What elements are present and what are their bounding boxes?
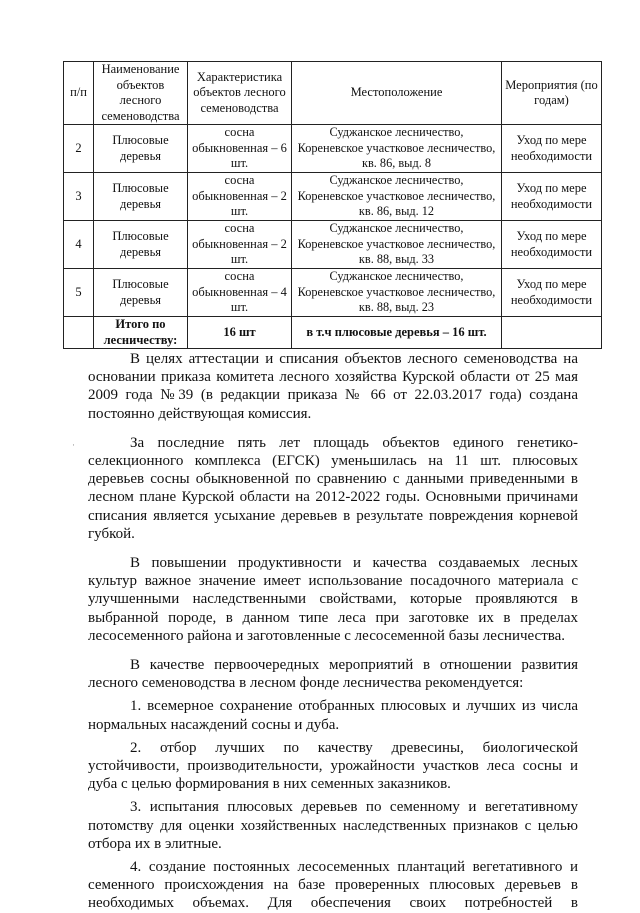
header-spec: Характеристика объектов лесного семеноводства: [188, 62, 292, 125]
location-forestry: Суджанское лесничество,: [329, 173, 464, 188]
row-num: 2: [64, 125, 94, 173]
row-location: [292, 269, 502, 317]
table-total-row: [64, 317, 602, 349]
paragraph: В повышении продуктивности и качества создаваемых лесных культур важное значение имеет использование посадочного материала с улучшенными наследственными свойствами, которые проявляются в выбранной породе, в данном типе леса при заготовке их в пределах лесосеменного района и заготовленные с лесосеменной базы лесничества.: [88, 555, 578, 644]
row-num: 5: [64, 269, 94, 317]
table-row: [64, 221, 602, 269]
paragraph: В целях аттестации и списания объектов лесного семеноводства на основании приказа комитета лесного хозяйства Курской области от 25 мая 2009 года №39 (в редакции приказа № 66 от 22.03.2017 года) создана постоянно действующая комиссия.: [88, 351, 578, 422]
paragraph: За последние пять лет площадь объектов единого генетико-селекционного комплекса (ЕГСК) уменьшилась на 11 шт. плюсовых деревьев сосны обыкновенной по сравнению с данными приведенными в лесном плане Курской области на 2012-2022 годы. Основными причинами списания является усыхание деревьев в результате повреждения корневой губкой.: [88, 434, 578, 542]
row-name: Плюсовые деревья: [94, 221, 188, 269]
table-row: [64, 125, 602, 173]
total-note: в т.ч плюсовые деревья – 16 шт.: [292, 317, 502, 349]
location-quarter: кв. 88, выд. 23: [358, 300, 435, 315]
list-item: 3. испытания плюсовых деревьев по семенному и вегетативному потомству для оценки хозяйственных наследственных признаков с целью отбора их в элитные.: [88, 799, 578, 852]
header-location: Местоположение: [292, 62, 502, 125]
row-location: [292, 173, 502, 221]
location-district: Кореневское участковое лесничество,: [297, 140, 496, 155]
row-spec: сосна обыкновенная – 4 шт.: [188, 269, 292, 317]
table-row: [64, 173, 602, 221]
location-district: Кореневское участковое лесничество,: [297, 188, 496, 203]
row-action: Уход по мере необходимости: [502, 221, 602, 269]
forest-seed-objects-table: [63, 61, 602, 349]
location-quarter: кв. 88, выд. 33: [358, 252, 435, 267]
body-text: [88, 350, 578, 913]
margin-mark: ·: [72, 440, 75, 450]
list-item: 1. всемерное сохранение отобранных плюсовых и лучших из числа нормальных насаждений сосны и дуба.: [88, 698, 578, 733]
paragraph: В качестве первоочередных мероприятий в отношении развития лесного семеноводства в лесном фонде лесничества рекомендуется:: [88, 657, 578, 692]
row-name: Плюсовые деревья: [94, 125, 188, 173]
location-district: Кореневское участковое лесничество,: [297, 284, 496, 299]
location-quarter: кв. 86, выд. 8: [362, 156, 431, 171]
header-num: п/п: [64, 62, 94, 125]
row-num: 4: [64, 221, 94, 269]
location-forestry: Суджанское лесничество,: [329, 125, 464, 140]
row-spec: сосна обыкновенная – 2 шт.: [188, 173, 292, 221]
row-action: Уход по мере необходимости: [502, 125, 602, 173]
row-name: Плюсовые деревья: [94, 269, 188, 317]
total-label: Итого по лесничеству:: [94, 317, 188, 349]
row-location: [292, 221, 502, 269]
total-count: 16 шт: [188, 317, 292, 349]
location-forestry: Суджанское лесничество,: [329, 269, 464, 284]
header-actions: Мероприятия (по годам): [502, 62, 602, 125]
row-name: Плюсовые деревья: [94, 173, 188, 221]
row-spec: сосна обыкновенная – 6 шт.: [188, 125, 292, 173]
row-action: Уход по мере необходимости: [502, 269, 602, 317]
total-actions-empty: [502, 317, 602, 349]
location-district: Кореневское участковое лесничество,: [297, 236, 496, 251]
location-quarter: кв. 86, выд. 12: [358, 204, 435, 219]
total-num-empty: [64, 317, 94, 349]
list-item: 4. создание постоянных лесосеменных плантаций вегетативного и семенного происхождения на базе проверенных плюсовых деревьев в необходимых объемах. Для обеспечения своих потребностей в: [88, 859, 578, 912]
table-header-row: [64, 62, 602, 125]
table-row: [64, 269, 602, 317]
header-name: Наименование объектов лесного семеноводства: [94, 62, 188, 125]
row-action: Уход по мере необходимости: [502, 173, 602, 221]
list-item: 2. отбор лучших по качеству древесины, биологической устойчивости, производительности, урожайности участков леса сосны и дуба с целью формирования в них семенных заказников.: [88, 739, 578, 793]
row-num: 3: [64, 173, 94, 221]
location-forestry: Суджанское лесничество,: [329, 221, 464, 236]
row-location: [292, 125, 502, 173]
row-spec: сосна обыкновенная – 2 шт.: [188, 221, 292, 269]
